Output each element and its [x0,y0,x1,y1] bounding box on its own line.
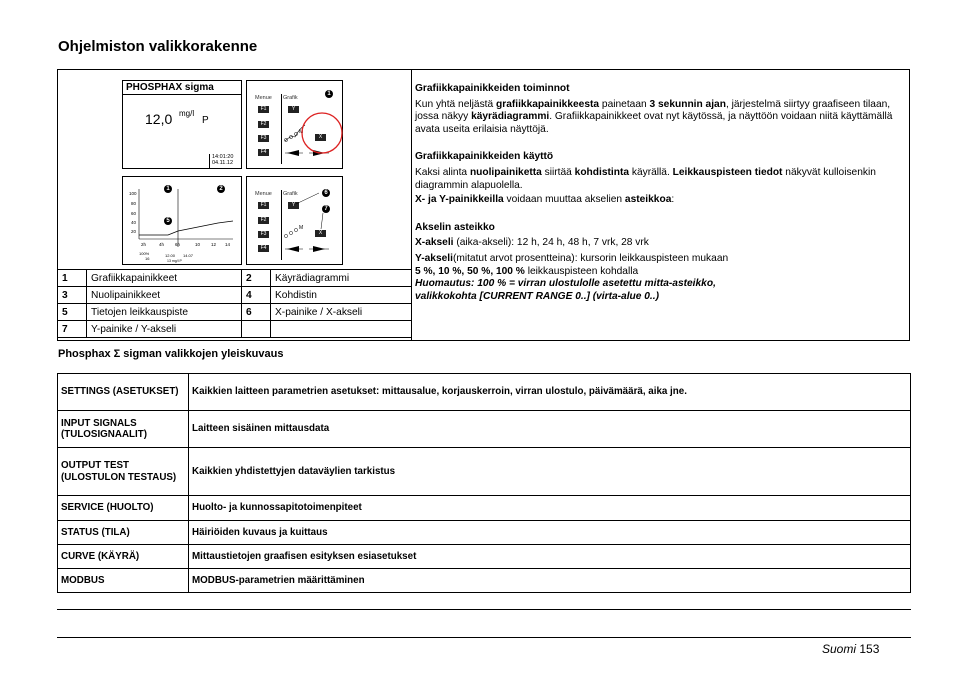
cursor-range: 14.07 [183,253,194,258]
cursor-unit: 13 mg/l P [167,259,182,263]
legend-row: 1 Grafiikkapainikkeet 2 Käyrädiagrammi [58,270,412,287]
x-button-2[interactable]: X [315,230,326,237]
svg-text:M: M [299,225,304,231]
x-tick: 6h [175,242,181,247]
table-row: OUTPUT TEST (ULOSTULON TESTAUS) Kaikkien yhdistettyjen dataväylien tarkistus [58,448,911,496]
curve-line [139,221,233,235]
legend-row: 5 Tietojen leikkauspiste 6 X-painike / X-akseli [58,304,412,321]
menue-label: Menue [255,95,272,101]
f2-button-2[interactable]: F2 [258,217,269,224]
cursor-val: 12.00 [165,253,176,258]
f3-button[interactable]: F3 [258,135,269,142]
menue-label-2: Menue [255,191,272,197]
paragraph-x-axis: X-akseli (aika-akseli): 12 h, 24 h, 48 h, 7 vrk, 28 vrk [415,237,649,249]
f3-button-2[interactable]: F3 [258,231,269,238]
f4-button-2[interactable]: F4 [258,245,269,252]
display-timestamp [209,154,233,168]
x-button[interactable]: X [315,134,326,141]
y-button[interactable]: Y [288,106,299,113]
f1-button[interactable]: F1 [258,106,269,113]
x-tick: 12 [211,242,217,247]
heading-axis-scale: Akselin asteikko [415,221,495,233]
page-title: Ohjelmiston valikkorakenne [58,38,258,55]
section-subtitle: Phosphax Σ sigman valikkojen yleiskuvaus [58,348,284,360]
graph-panel [122,176,242,265]
display-time: 14:01:20 [212,154,234,160]
table-row: INPUT SIGNALS (TULOSIGNAALIT) Laitteen sisäinen mittausdata [58,411,911,448]
y-button-2[interactable]: Y [288,202,299,209]
svg-text:M: M [299,129,304,135]
legend-row: 3 Nuolipainikkeet 4 Kohdistin [58,287,412,304]
table-row: STATUS (TILA) Häiriöiden kuvaus ja kuittaus [58,521,911,545]
menu-overview-table [57,373,911,593]
marker-7: 7 [322,205,330,213]
x-tick: 14 [225,242,231,247]
y-tick: 20 [131,229,137,234]
highlight-circle [302,113,342,153]
legend-table [57,269,412,338]
marker-6: 6 [322,189,330,197]
heading-functions: Grafiikkapainikkeiden toiminnot [415,83,570,94]
paragraph-percent: 5 %, 10 %, 50 %, 100 % leikkauspisteen kohdalla [415,265,639,277]
table-row: CURVE (KÄYRÄ) Mittaustietojen graafisen esityksen esiasetukset [58,545,911,569]
table-row: SERVICE (HUOLTO) Huolto- ja kunnossapitotoimenpiteet [58,496,911,521]
y-tick: 40 [131,220,137,225]
table-row: SETTINGS (ASETUKSET) Kaikkien laitteen parametrien asetukset: mittausalue, korjauskerroin, virran ulostulo, päivämäärä, aika jne. [58,374,911,411]
display-param: P [202,115,209,126]
x-tick: 2h [141,242,147,247]
paragraph-y-axis: Y-akseli(mitatut arvot prosentteina): kursorin leikkauspisteen mukaan [415,252,729,264]
paragraph-usage: Kaksi alinta nuolipainiketta siirtää kohdistinta käyrällä. Leikkauspisteen tiedot näkyvät kulloisenkin diagrammin alapuolella. [415,166,876,191]
grafik-label: Grafik [283,95,298,101]
marker-1: 1 [325,90,333,98]
display-value: 12,0 [145,111,173,127]
display-date: 04.11.12 [212,160,234,166]
y-tick: 60 [131,211,137,216]
x-tick: 4h [159,242,165,247]
y-tick: 80 [131,201,137,206]
grafik-panel-top [246,80,343,169]
heading-usage: Grafiikkapainikkeiden käyttö [415,151,554,163]
display-panel [122,80,242,169]
f2-button[interactable]: F2 [258,121,269,128]
marker-1-graph: 1 [164,185,172,193]
table-row: MODBUS MODBUS-parametrien määrittäminen [58,569,911,593]
marker-5: 5 [164,217,172,225]
paragraph-xy: X- ja Y-painikkeilla voidaan muuttaa akselien asteikkoa: [415,194,675,206]
page-number: 153 [859,642,880,656]
grafik-label-2: Grafik [283,191,298,197]
cursor-pct: 100% [139,251,150,256]
footer-rule-bottom [57,637,911,638]
y-tick: 100 [129,191,137,196]
marker-2: 2 [217,185,225,193]
footer-rule-top [57,609,911,610]
cursor-axis: 16 [145,256,150,261]
f4-button[interactable]: F4 [258,149,269,156]
footer-language: Suomi [822,642,857,656]
note: Huomautus: 100 % = virran ulostulolle asetettu mitta-asteikko, valikkokohta [CURRENT RANGE 0..] (virta-alue 0..) [415,278,716,302]
display-unit: mg/l [179,109,195,118]
right-column-text [415,83,905,303]
grafik-panel-bottom [246,176,343,265]
paragraph-functions: Kun yhtä neljästä grafiikkapainikkeesta painetaan 3 sekunnin ajan, järjestelmä siirtyy graafiseen tilaan, jossa näkyy käyrädiagrammi. Grafiikkapainikkeet ovat nyt käytössä, ja näyttöön voidaan niitä käyttämällä avata useita erilaisia näyttöjä. [415,98,893,135]
display-title: PHOSPHAX sigma [123,81,241,95]
page-footer [822,642,879,656]
x-tick: 10 [195,242,201,247]
f1-button-2[interactable]: F1 [258,202,269,209]
legend-row: 7 Y-painike / Y-akseli [58,321,412,338]
